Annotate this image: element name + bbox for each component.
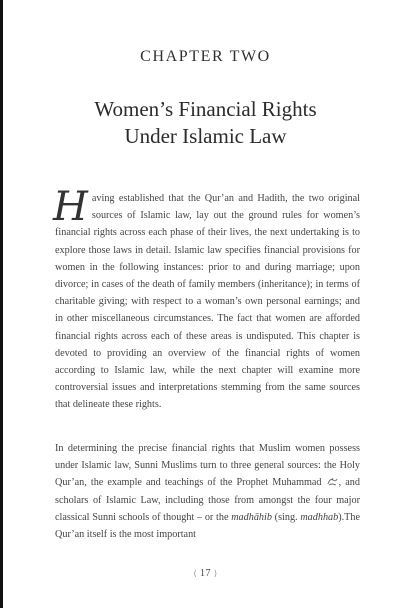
chapter-label: CHAPTER TWO xyxy=(140,48,271,65)
drop-cap: H xyxy=(53,184,88,230)
paragraph-2-text-a: In determining the precise financial rights that Muslim women possess under Islamic law, Sunni Muslims turn to three general sources: the Holy Qur’an, the example and teachings of the Prophet Muhammad xyxy=(55,443,360,489)
paragraph-2-text-b: , and scholars of Islamic Law, including those from amongst the four major classical Sunni schools of thought – or the xyxy=(55,477,360,523)
chapter-title-line-2: Under Islamic Law xyxy=(124,124,287,148)
chapter-title-line-1: Women’s Financial Rights xyxy=(94,97,317,121)
paragraph-2-text-d: ).The Qur’an itself is the most important xyxy=(55,511,361,541)
paragraph-2-text-c: (sing. xyxy=(274,511,298,523)
page-number-value: 17 xyxy=(200,568,211,579)
term-madhhab: madhhab xyxy=(300,511,339,523)
chapter-title xyxy=(3,96,408,150)
page-number-ornament-right: ⟩ xyxy=(214,569,218,578)
term-madhahib: madhāhib xyxy=(231,511,272,523)
page-number-ornament-left: ⟨ xyxy=(193,569,197,578)
paragraph-1 xyxy=(53,184,360,414)
paragraph-1-text: aving established that the Qur’an and Hadith, the two original sources of Islamic law, lay out the ground rules for women’s financial rights across each phase of their lives, the next undertaking is to explore those laws in detail. Islamic law specifies financial provisions for women in the following instances: prior to and during marriage; upon divorce; in cases of the death of family members (inheritance); in terms of charitable giving; with respect to a woman’s own personal earnings; and in other miscellaneous circumstances. The fact that women are afforded financial rights across each of these areas is undisputed. This chapter is devoted to providing an overview of the financial rights of women according to Islamic law, while the next chapter will examine more controversial issues and interpretations stemming from the same sources that delineate these rights. xyxy=(55,193,360,411)
honorific-glyph-icon xyxy=(327,477,338,486)
page-number xyxy=(3,568,408,579)
paragraph-2 xyxy=(55,440,360,543)
